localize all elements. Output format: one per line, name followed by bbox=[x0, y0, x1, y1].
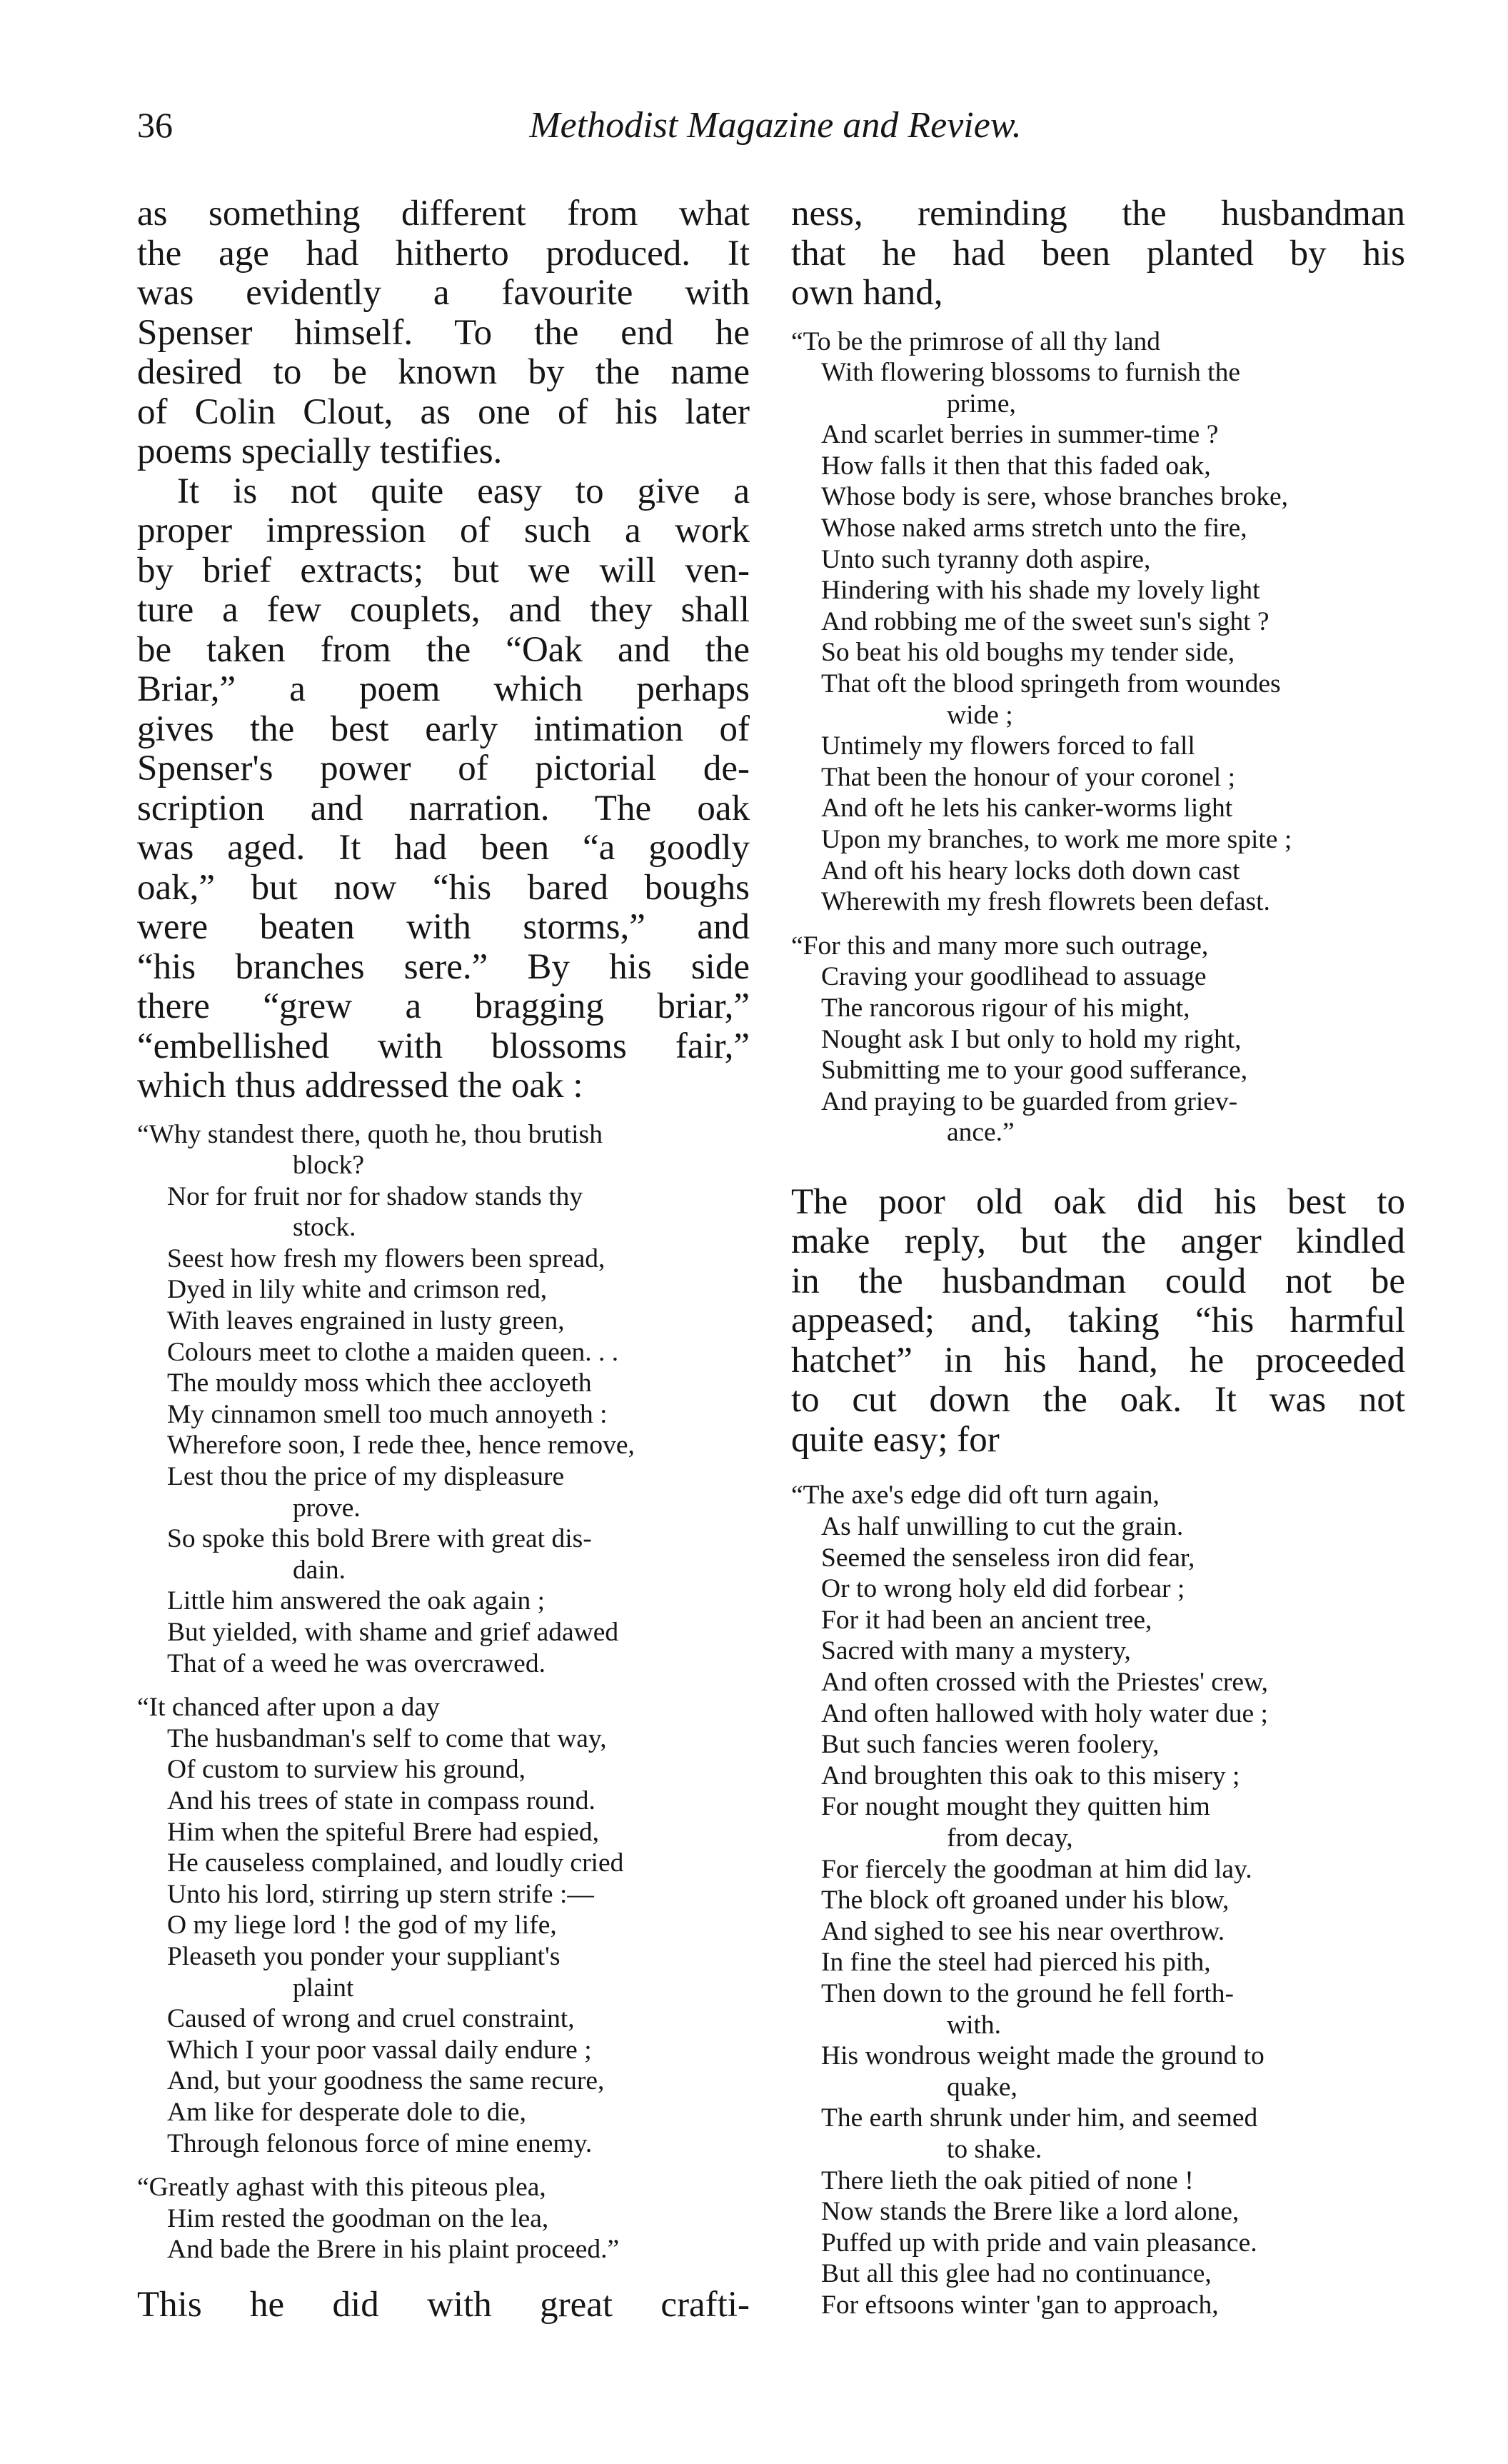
verse-line: “To be the primrose of all thy land bbox=[791, 326, 1161, 356]
text-line: the age had hitherto produced. It bbox=[137, 233, 750, 274]
verse-line: So beat his old boughs my tender side, bbox=[821, 638, 1235, 668]
text-line: It is not quite easy to give a bbox=[177, 471, 750, 511]
text-line: quite easy; for bbox=[791, 1419, 1000, 1460]
verse-line: And broughten this oak to this misery ; bbox=[821, 1761, 1240, 1791]
page-number: 36 bbox=[137, 105, 173, 145]
verse-line: Him when the spiteful Brere had espied, bbox=[167, 1817, 600, 1847]
verse-line: “The axe's edge did oft turn again, bbox=[791, 1481, 1160, 1511]
verse-line: For fiercely the goodman at him did lay. bbox=[821, 1854, 1252, 1884]
verse-line: So spoke this bold Brere with great dis- bbox=[167, 1524, 592, 1554]
text-line: was aged. It had been “a goodly bbox=[137, 828, 750, 868]
verse-line: How falls it then that this faded oak, bbox=[821, 451, 1211, 481]
prose-block bbox=[137, 472, 750, 1106]
verse-line: Then down to the ground he fell forth- bbox=[821, 1978, 1234, 2008]
verse-line: Puffed up with pride and vain pleasance. bbox=[821, 2228, 1257, 2258]
verse-line: For nought mought they quitten him bbox=[821, 1792, 1210, 1822]
verse-line: Untimely my flowers forced to fall bbox=[821, 731, 1195, 761]
verse-block bbox=[137, 1692, 750, 2159]
verse-line: O my liege lord ! the god of my life, bbox=[167, 1910, 557, 1940]
text-line: by brief extracts; but we will ven- bbox=[137, 550, 750, 591]
verse-line: wide ; bbox=[947, 700, 1013, 730]
verse-line: Wherefore soon, I rede thee, hence remove, bbox=[167, 1431, 635, 1461]
text-line: to cut down the oak. It was not bbox=[791, 1380, 1405, 1421]
verse-line: Now stands the Brere like a lord alone, bbox=[821, 2197, 1240, 2227]
verse-line: Hindering with his shade my lovely light bbox=[821, 576, 1260, 606]
verse-line: Unto such tyranny doth aspire, bbox=[821, 544, 1151, 574]
verse-line: And, but your goodness the same recure, bbox=[167, 2066, 605, 2096]
verse-line: “Why standest there, quoth he, thou brutish bbox=[137, 1119, 603, 1149]
verse-block bbox=[137, 2172, 750, 2265]
verse-line: Craving your goodlihead to assuage bbox=[821, 962, 1207, 992]
text-line: “embellished with blossoms fair,” bbox=[137, 1026, 750, 1066]
verse-line: ance.” bbox=[947, 1118, 1015, 1148]
text-line: proper impression of such a work bbox=[137, 511, 750, 551]
text-line: in the husbandman could not be bbox=[791, 1261, 1405, 1301]
left-column bbox=[137, 194, 750, 2325]
verse-block bbox=[791, 931, 1405, 1148]
verse-line: The earth shrunk under him, and seemed bbox=[821, 2103, 1258, 2133]
verse-line: stock. bbox=[293, 1213, 356, 1243]
text-line: be taken from the “Oak and the bbox=[137, 629, 750, 670]
verse-line: He causeless complained, and loudly cried bbox=[167, 1848, 624, 1878]
verse-line: And often hallowed with holy water due ; bbox=[821, 1698, 1268, 1728]
verse-line: Whose body is sere, whose branches broke, bbox=[821, 482, 1288, 512]
running-title: Methodist Magazine and Review. bbox=[529, 105, 1022, 146]
verse-line: from decay, bbox=[947, 1823, 1073, 1853]
text-line: that he had been planted by his bbox=[791, 233, 1405, 274]
verse-line: Whose naked arms stretch unto the fire, bbox=[821, 514, 1247, 544]
verse-line: That been the honour of your coronel ; bbox=[821, 762, 1236, 792]
verse-line: His wondrous weight made the ground to bbox=[821, 2041, 1265, 2071]
verse-line: Through felonous force of mine enemy. bbox=[167, 2128, 593, 2158]
verse-line: “For this and many more such outrage, bbox=[791, 931, 1209, 961]
verse-line: block? bbox=[293, 1151, 364, 1181]
verse-line: My cinnamon smell too much annoyeth : bbox=[167, 1399, 608, 1429]
verse-line: But all this glee had no continuance, bbox=[821, 2259, 1212, 2289]
verse-line: prove. bbox=[293, 1493, 361, 1523]
verse-line: That oft the blood springeth from woundes bbox=[821, 669, 1281, 699]
text-line: were beaten with storms,” and bbox=[137, 907, 750, 947]
verse-line: Upon my branches, to work me more spite ; bbox=[821, 825, 1292, 854]
text-line: gives the best early intimation of bbox=[137, 708, 750, 749]
text-line: ness, reminding the husbandman bbox=[791, 194, 1405, 234]
verse-block bbox=[791, 1480, 1405, 2320]
verse-line: There lieth the oak pitied of none ! bbox=[821, 2165, 1194, 2195]
verse-line: Colours meet to clothe a maiden queen. . . bbox=[167, 1337, 619, 1367]
verse-line: “Greatly aghast with this piteous plea, bbox=[137, 2173, 546, 2203]
verse-line: And oft his heary locks doth down cast bbox=[821, 856, 1240, 886]
verse-line: Sacred with many a mystery, bbox=[821, 1636, 1131, 1666]
verse-line: Nor for fruit nor for shadow stands thy bbox=[167, 1181, 583, 1211]
verse-line: prime, bbox=[947, 389, 1016, 419]
right-column bbox=[791, 194, 1405, 2320]
prose-block bbox=[791, 194, 1405, 314]
text-line: This he did with great crafti- bbox=[137, 2284, 750, 2325]
verse-line: Seest how fresh my flowers been spread, bbox=[167, 1243, 605, 1273]
verse-line: Submitting me to your good sufferance, bbox=[821, 1056, 1248, 1086]
verse-line: The mouldy moss which thee accloyeth bbox=[167, 1368, 592, 1398]
verse-line: Unto his lord, stirring up stern strife :— bbox=[167, 1879, 594, 1909]
verse-line: The husbandman's self to come that way, bbox=[167, 1723, 607, 1753]
text-line: was evidently a favourite with bbox=[137, 273, 750, 313]
verse-line: And sighed to see his near overthrow. bbox=[821, 1916, 1225, 1946]
verse-line: The rancorous rigour of his might, bbox=[821, 993, 1190, 1023]
verse-line: Seemed the senseless iron did fear, bbox=[821, 1543, 1195, 1573]
verse-line: With leaves engrained in lusty green, bbox=[167, 1306, 565, 1336]
text-line: there “grew a bragging briar,” bbox=[137, 986, 750, 1026]
verse-line: dain. bbox=[293, 1555, 346, 1585]
verse-line: Of custom to surview his ground, bbox=[167, 1755, 526, 1785]
verse-line: And his trees of state in compass round. bbox=[167, 1786, 595, 1816]
verse-line: Which I your poor vassal daily endure ; bbox=[167, 2035, 592, 2065]
verse-line: And robbing me of the sweet sun's sight ? bbox=[821, 606, 1270, 636]
text-line: The poor old oak did his best to bbox=[791, 1181, 1405, 1222]
verse-line: And often crossed with the Priestes' crew, bbox=[821, 1668, 1269, 1697]
verse-line: That of a weed he was overcrawed. bbox=[167, 1648, 546, 1678]
text-line: Briar,” a poem which perhaps bbox=[137, 669, 750, 709]
verse-line: Am like for desperate dole to die, bbox=[167, 2097, 526, 2127]
text-line: desired to be known by the name bbox=[137, 352, 750, 392]
verse-block bbox=[791, 326, 1405, 918]
verse-line: Him rested the goodman on the lea, bbox=[167, 2203, 549, 2233]
text-line: Spenser himself. To the end he bbox=[137, 312, 750, 353]
prose-block bbox=[137, 194, 750, 472]
verse-line: And praying to be guarded from griev- bbox=[821, 1086, 1238, 1116]
verse-line: Little him answered the oak again ; bbox=[167, 1586, 545, 1616]
verse-line: But such fancies weren foolery, bbox=[821, 1730, 1160, 1760]
verse-line: But yielded, with shame and grief adawed bbox=[167, 1618, 619, 1647]
text-line: own hand, bbox=[791, 273, 943, 313]
verse-line: Lest thou the price of my displeasure bbox=[167, 1462, 565, 1492]
text-line: hatchet” in his hand, he proceeded bbox=[791, 1340, 1405, 1381]
prose-block bbox=[791, 1183, 1405, 1461]
verse-line: Wherewith my fresh flowrets been defast. bbox=[821, 887, 1270, 917]
verse-line: plaint bbox=[293, 1973, 354, 2003]
verse-line: Or to wrong holy eld did forbear ; bbox=[821, 1574, 1185, 1604]
verse-line: With flowering blossoms to furnish the bbox=[821, 358, 1240, 388]
text-line: of Colin Clout, as one of his later bbox=[137, 391, 750, 432]
text-line: Spenser's power of pictorial de- bbox=[137, 748, 750, 788]
verse-line: As half unwilling to cut the grain. bbox=[821, 1512, 1184, 1542]
text-line: scription and narration. The oak bbox=[137, 788, 750, 828]
text-line: as something different from what bbox=[137, 194, 750, 234]
verse-line: Nought ask I but only to hold my right, bbox=[821, 1024, 1242, 1054]
verse-line: In fine the steel had pierced his pith, bbox=[821, 1948, 1211, 1978]
verse-line: For eftsoons winter 'gan to approach, bbox=[821, 2290, 1219, 2320]
verse-line: And oft he lets his canker-worms light bbox=[821, 793, 1233, 823]
text-line: appeased; and, taking “his harmful bbox=[791, 1301, 1405, 1341]
text-line: which thus addressed the oak : bbox=[137, 1066, 583, 1106]
verse-line: Dyed in lily white and crimson red, bbox=[167, 1275, 548, 1305]
text-line: “his branches sere.” By his side bbox=[137, 946, 750, 987]
text-line: poems specially testifies. bbox=[137, 431, 503, 471]
verse-line: And scarlet berries in summer-time ? bbox=[821, 420, 1219, 450]
verse-line: Caused of wrong and cruel constraint, bbox=[167, 2004, 575, 2034]
prose-block bbox=[137, 2285, 750, 2325]
text-line: make reply, but the anger kindled bbox=[791, 1221, 1405, 1262]
verse-block bbox=[137, 1119, 750, 1680]
verse-line: quake, bbox=[947, 2072, 1017, 2102]
text-line: oak,” but now “his bared boughs bbox=[137, 867, 750, 908]
verse-line: Pleaseth you ponder your suppliant's bbox=[167, 1941, 561, 1971]
text-line: ture a few couplets, and they shall bbox=[137, 590, 750, 630]
verse-line: “It chanced after upon a day bbox=[137, 1693, 440, 1723]
verse-line: For it had been an ancient tree, bbox=[821, 1605, 1152, 1635]
verse-line: And bade the Brere in his plaint proceed.” bbox=[167, 2235, 620, 2265]
verse-line: to shake. bbox=[947, 2134, 1042, 2164]
verse-line: with. bbox=[947, 2010, 1002, 2040]
verse-line: The block oft groaned under his blow, bbox=[821, 1885, 1230, 1915]
